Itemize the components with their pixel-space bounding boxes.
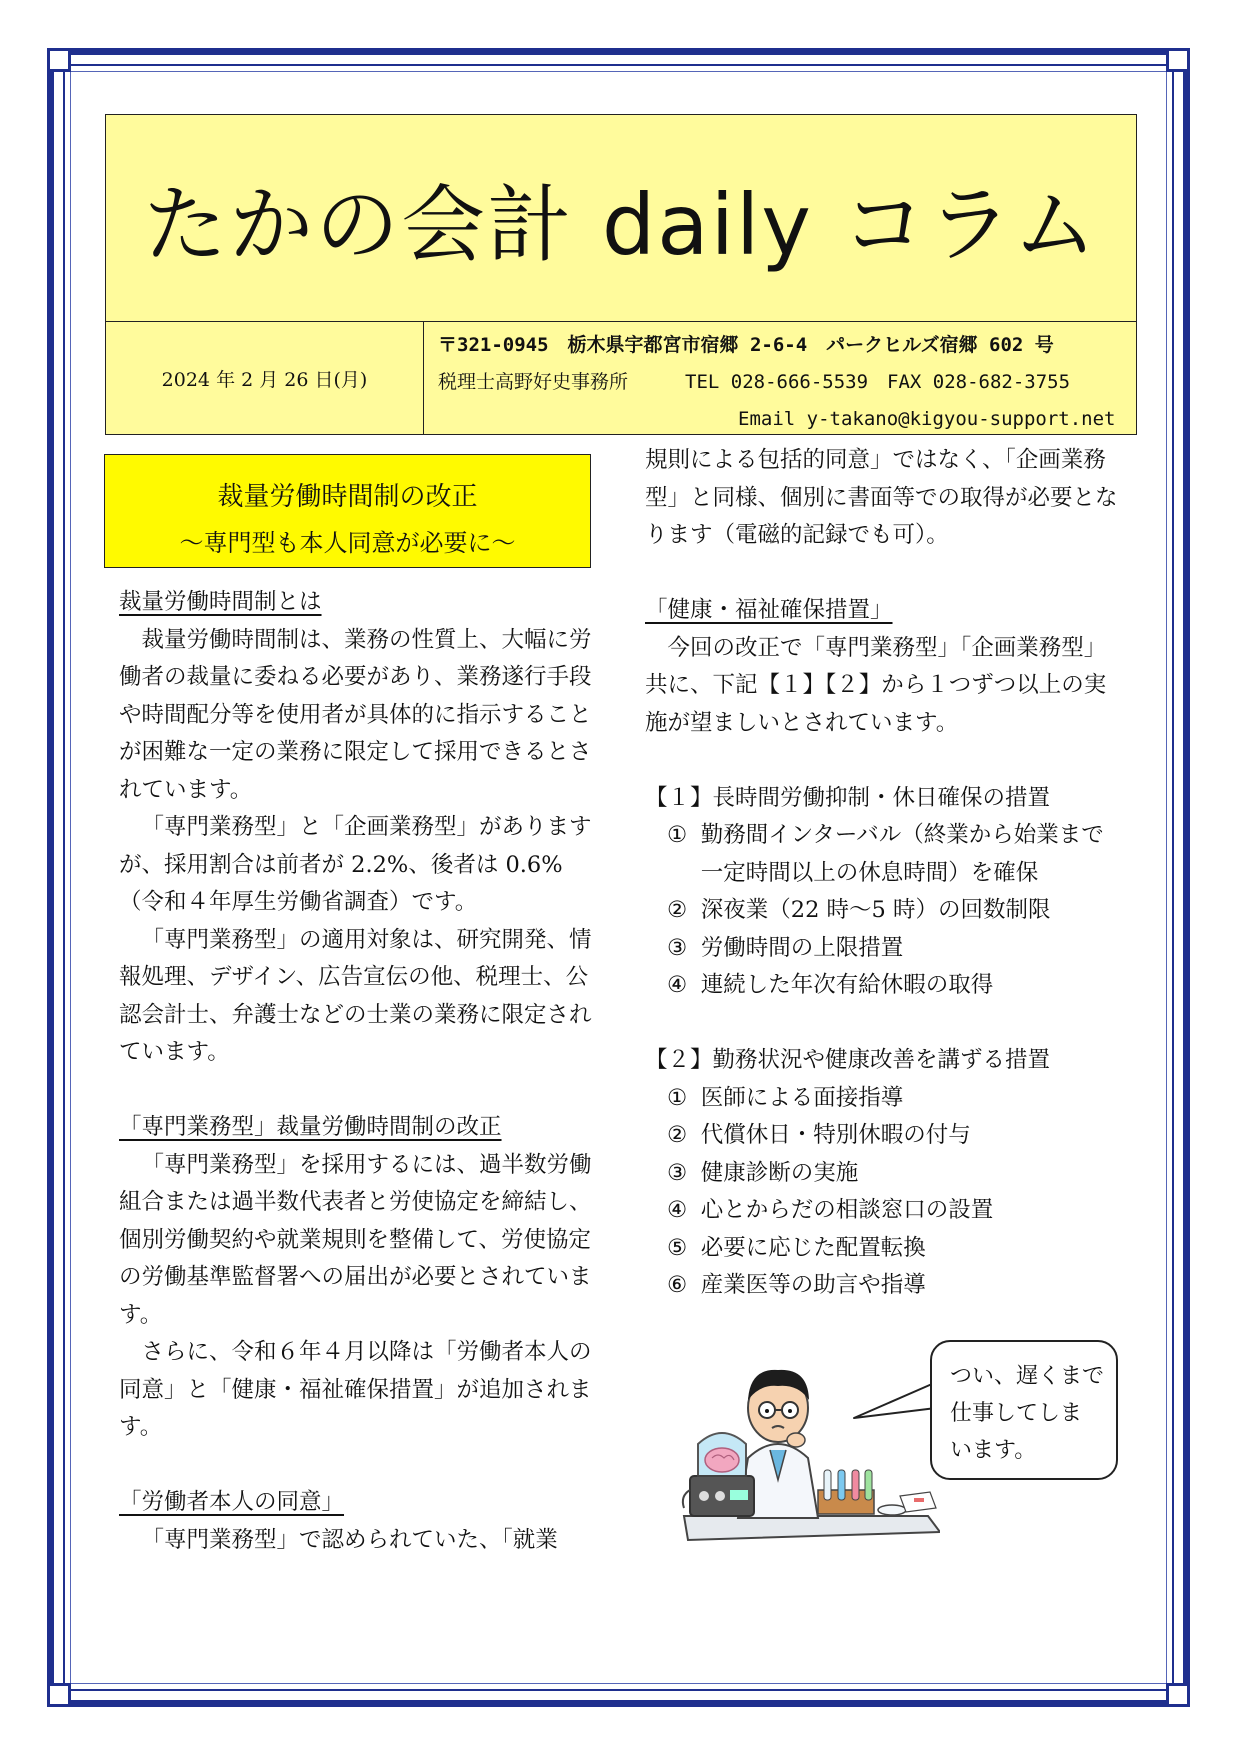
paragraph: 規則による包括的同意」ではなく、「企画業務型」と同様、個別に書面等での取得が必要となります（電磁的記録でも可）。 <box>645 447 1118 548</box>
section-heading: 「専門業務型」裁量労働時間制の改正 <box>119 1114 502 1140</box>
right-column <box>645 442 1125 1305</box>
list-item: ③ 健康診断の実施 <box>667 1159 859 1186</box>
office-info <box>438 327 1116 438</box>
scientist-illustration <box>678 1340 940 1545</box>
list-item: ① 医師による面接指導 <box>667 1084 904 1111</box>
list-item: ② 代償休日・特別休暇の付与 <box>667 1122 971 1148</box>
office-email: Email y-takano@kigyou-support.net <box>738 408 1116 430</box>
paragraph: 「専門業務型」と「企画業務型」がありますが、採用割合は前者が 2.2%、後者は 0.6%（令和４年厚生労働省調査）です。 <box>119 814 592 915</box>
measure-group-title: 【２】勤務状況や健康改善を講ずる措置 <box>645 1047 1051 1073</box>
measure-list <box>645 1080 1125 1305</box>
list-item: ② 深夜業（22 時～5 時）の回数制限 <box>667 897 1051 923</box>
list-item: ④ 心とからだの相談窓口の設置 <box>667 1197 994 1223</box>
newsletter-header <box>105 114 1137 435</box>
paragraph: 「専門業務型」を採用するには、過半数労働組合または過半数代表者と労使協定を締結し、個別労働契約や就業規則を整備して、労使協定の労働基準監督署への届出が必要とされています。 <box>119 1151 592 1328</box>
corner-ornament <box>1166 48 1190 72</box>
paragraph: 今回の改正で「専門業務型」「企画業務型」共に、下記【１】【２】から１つずつ以上の実施が望ましいとされています。 <box>645 634 1107 736</box>
paragraph: 「専門業務型」の適用対象は、研究開発、情報処理、デザイン、広告宣伝の他、税理士、公認会計士、弁護士などの士業の業務に限定されています。 <box>119 926 592 1065</box>
office-address: 〒321-0945 栃木県宇都宮市宿郷 2-6-4 パークヒルズ宿郷 602 号 <box>438 334 1054 356</box>
speech-bubble-tail <box>850 1378 940 1428</box>
section-heading: 「健康・福祉確保措置」 <box>645 597 893 623</box>
paragraph: さらに、令和６年４月以降は「労働者本人の同意」と「健康・福祉確保措置」が追加されます。 <box>119 1339 592 1440</box>
office-contact: 税理士高野好史事務所 TEL 028-666-5539 FAX 028-682-3755 <box>438 371 1071 393</box>
list-item: ③ 労働時間の上限措置 <box>667 934 904 961</box>
measure-group-title: 【１】長時間労働抑制・休日確保の措置 <box>645 784 1051 811</box>
corner-ornament <box>47 1683 71 1707</box>
section-heading: 「労働者本人の同意」 <box>119 1489 345 1515</box>
bubble-line: 仕事してしま <box>950 1401 1083 1426</box>
bubble-line: つい、遅くまで <box>950 1364 1105 1389</box>
paragraph: 「専門業務型」で認められていた、「就業 <box>141 1526 558 1553</box>
list-item: ① 勤務間インターバル（終業から始業まで一定時間以上の休息時間）を確保 <box>667 822 1104 886</box>
bubble-line: います。 <box>950 1438 1037 1463</box>
paragraph: 裁量労働時間制は、業務の性質上、大幅に労働者の裁量に委ねる必要があり、業務遂行手段や時間配分等を使用者が具体的に指示することが困難な一定の業務に限定して採用できるとされています。 <box>119 626 592 803</box>
corner-ornament <box>47 48 71 72</box>
list-item: ⑤ 必要に応じた配置転換 <box>667 1234 926 1261</box>
article-subtitle: ～専門型も本人同意が必要に～ <box>179 529 516 557</box>
list-item: ④ 連続した年次有給休暇の取得 <box>667 972 994 998</box>
list-item: ⑥ 産業医等の助言や指導 <box>667 1272 926 1298</box>
article-title-box <box>104 454 591 568</box>
newsletter-title: たかの会計 daily コラム <box>106 115 1136 322</box>
section-heading: 裁量労働時間制とは <box>119 589 322 615</box>
measure-list <box>645 817 1125 1005</box>
speech-bubble <box>930 1340 1118 1480</box>
left-column <box>119 584 599 1559</box>
article-title: 裁量労働時間制の改正 <box>217 482 478 512</box>
corner-ornament <box>1166 1683 1190 1707</box>
issue-date: 2024 年 2 月 26 日(月) <box>106 322 424 434</box>
